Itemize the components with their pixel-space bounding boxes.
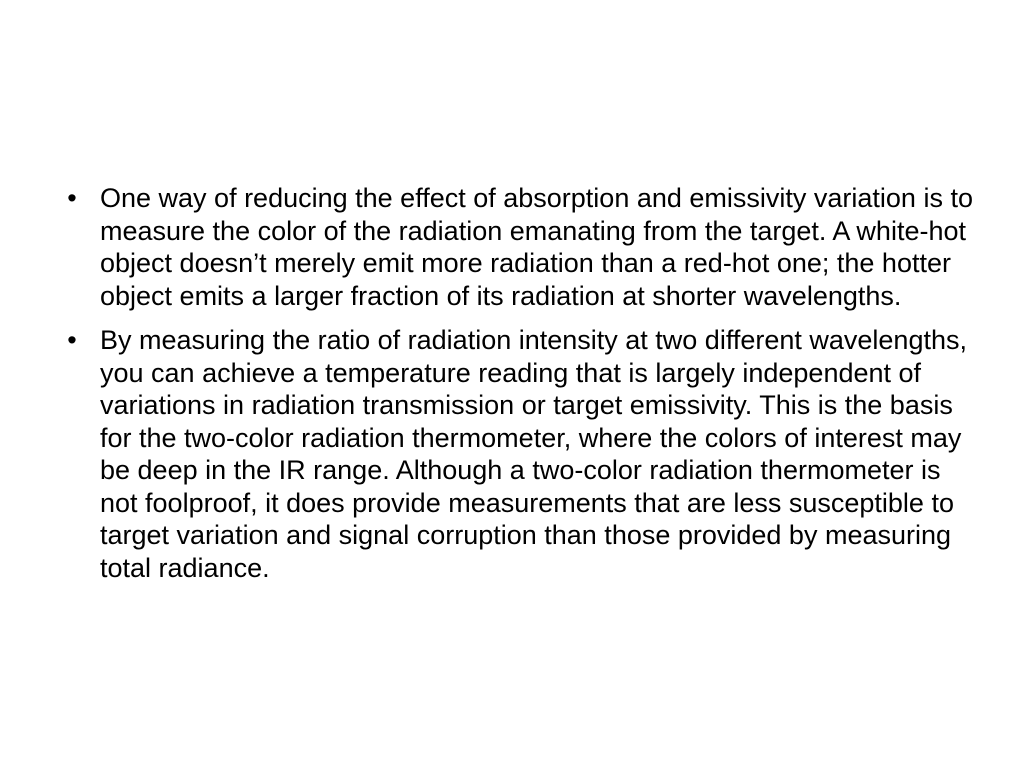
bullet-item-absorption — [58, 182, 978, 312]
bullet-marker: • — [67, 183, 77, 213]
bullet-text: One way of reducing the effect of absorption and emissivity variation is to measure the color of the radiation emanating from the target. A white-hot object doesn’t merely emit more radiation than a red-hot one; the hotter object emits a larger fraction of its radiation at shorter wavelengths. — [100, 183, 973, 311]
bullet-list — [58, 182, 978, 596]
bullet-text: By measuring the ratio of radiation intensity at two different wavelengths, you can achieve a temperature reading that is largely independent of variations in radiation transmission or target emissivity. This is the basis for the two-color radiation thermometer, where the colors of interest may be deep in the IR range. Although a two-color radiation thermometer is not foolproof, it does provide measurements that are less susceptible to target variation and signal corruption than those provided by measuring total radiance. — [100, 325, 967, 583]
bullet-item-two-color — [58, 324, 978, 584]
bullet-marker: • — [67, 325, 77, 355]
